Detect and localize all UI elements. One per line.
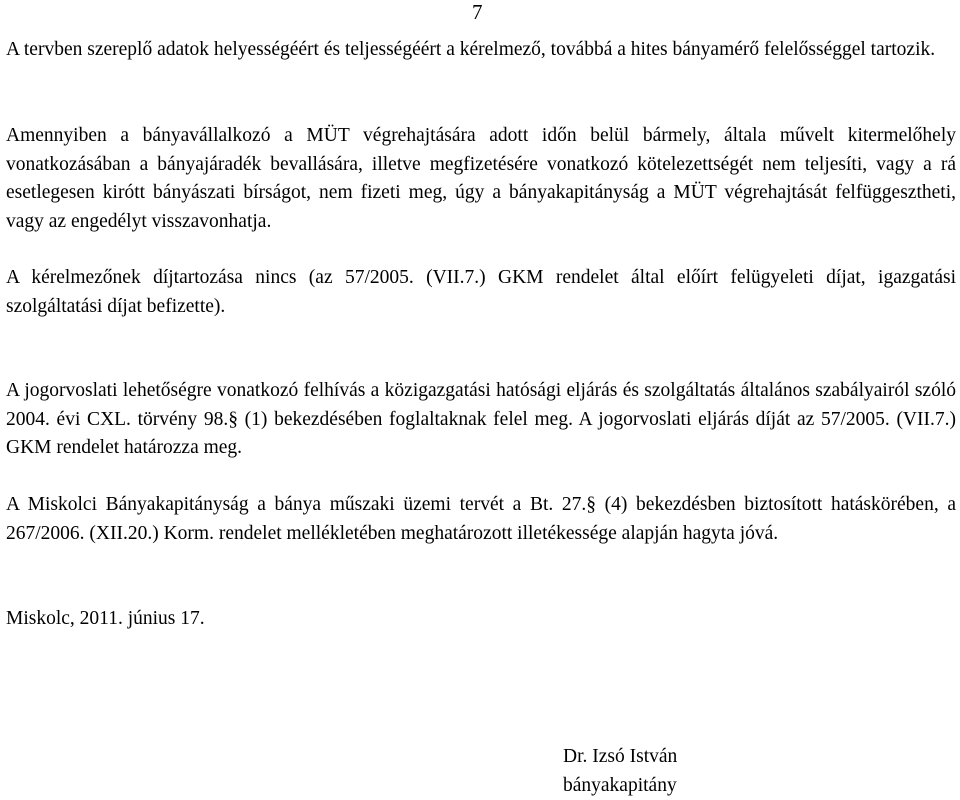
signatory-title: bányakapitány bbox=[563, 775, 677, 796]
paragraph-authority: A Miskolci Bányakapitányság a bánya műszaki üzemi tervét a Bt. 27.§ (4) bekezdésben biztosított hatáskörében, a 267/2006. (XII.20.) Korm. rendelet mellékletében meghatározott illetékessége alapján hagyta jóvá. bbox=[6, 494, 956, 544]
paragraph-legal-remedy: A jogorvoslati lehetőségre vonatkozó felhívás a közigazgatási hatósági eljárás és szolgáltatás általános szabályairól szóló 2004. évi CXL. törvény 98.§ (1) bekezdésében foglaltaknak felel meg. A jogorvoslati eljárás díját az 57/2005. (VII.7.) GKM rendelet határozza meg. bbox=[6, 380, 956, 458]
signature-block bbox=[563, 742, 677, 800]
page-number: 7 bbox=[472, 0, 483, 24]
place-and-date: Miskolc, 2011. június 17. bbox=[6, 608, 205, 629]
paragraph-responsibility: A tervben szereplő adatok helyességéért és teljességéért a kérelmező, továbbá a hites bányamérő felelősséggel tartozik. bbox=[6, 39, 936, 60]
signatory-name: Dr. Izsó István bbox=[563, 746, 678, 767]
paragraph-fees: A kérelmezőnek díjtartozása nincs (az 57/2005. (VII.7.) GKM rendelet által előírt felügyeleti díjat, igazgatási szolgáltatási díjat befizette). bbox=[6, 267, 956, 317]
paragraph-revocation: Amennyiben a bányavállalkozó a MÜT végrehajtására adott időn belül bármely, általa művelt kitermelőhely vonatkozásában a bányajáradék bevallására, illetve megfizetésére vonatkozó kötelezettségét nem teljesíti, vagy a rá esetlegesen kirótt bányászati bírságot, nem fizeti meg, úgy a bányakapitányság a MÜT végrehajtását felfüggesztheti, vagy az engedélyt visszavonhatja. bbox=[6, 125, 956, 232]
